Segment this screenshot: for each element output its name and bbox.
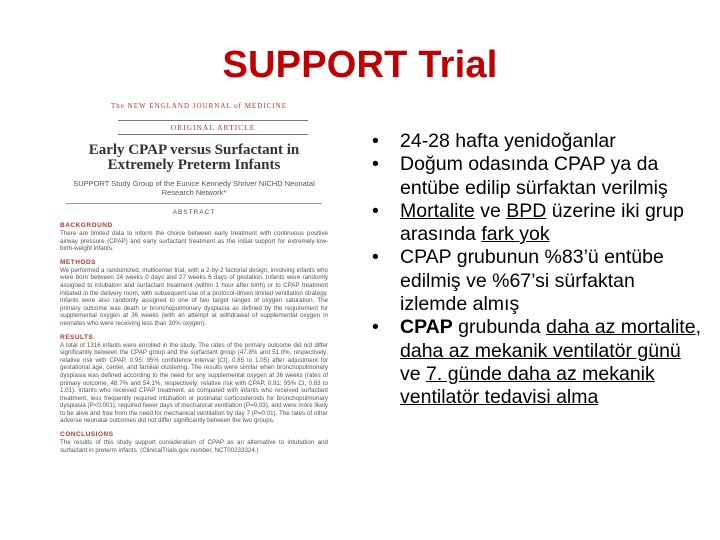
bullet-text: BPD bbox=[506, 199, 547, 222]
bullet-text: üzerine iki grup arasında bbox=[400, 199, 684, 246]
bullet-text: fark yok bbox=[481, 223, 550, 246]
section-heading: METHODS bbox=[60, 258, 96, 266]
journal-name: The NEW ENGLAND JOURNAL of MEDICINE bbox=[111, 102, 287, 110]
bullet-text: Mortalite bbox=[400, 199, 475, 222]
abstract-section-results bbox=[60, 334, 328, 426]
section-heading: BACKGROUND bbox=[60, 222, 113, 229]
bullet-text: 7. günde daha az mekanik ventilatör tedavisi alma bbox=[400, 362, 655, 409]
bullet-text: daha az mortalite, bbox=[545, 316, 701, 339]
bullet-item bbox=[364, 153, 704, 200]
bullet-dot-icon: • bbox=[372, 130, 379, 152]
bullet-text: daha az mekanik ventilatör günü bbox=[400, 339, 681, 362]
bullet-dot-icon: • bbox=[372, 246, 379, 269]
bullet-dot-icon: • bbox=[372, 153, 379, 176]
bullet-item bbox=[364, 316, 704, 409]
bullet-item bbox=[364, 200, 704, 247]
section-body: A total of 1316 infants were enrolled in the study. The rates of the primary outcome did not differ significantly between the CPAP group and the surfactant group (47.8% and 51.0%, respectively; relative risk with CPAP, 0.95; 95% confidence interval [CI], 0.85 to 1.05) after adjustment for gestational age, center, and familial clustering. The results were similar when bronchopulmonary dysplasia was defined according to the need for any supplemental oxygen at 36 weeks (rates of primary outcome, 48.7% and 54.1%, respectively; relative risk with CPAP, 0.91; 95% CI, 0.83 to 1.01). Infants who received CPAP treatment, as compared with infants who received surfactant treatment, less frequently required intubation or postnatal corticosteroids for bronchopulmonary dysplasia (P<0.001), required fewer days of mechanical ventilation (P=0.03), and were more likely to be alive and free from the need for mechanical ventilation by day 7 (P=0.01). The rates of other adverse neonatal outcomes did not differ significantly between the two groups. bbox=[60, 341, 328, 425]
article-authors: SUPPORT Study Group of the Eunice Kennedy Shriver NICHD Neonatal Research Network* bbox=[73, 179, 315, 197]
bullet-item bbox=[364, 246, 704, 316]
slide-title: SUPPORT Trial bbox=[222, 44, 498, 86]
article-thumbnail bbox=[60, 98, 328, 490]
section-body: There are limited data to inform the choice between early treatment with continuous positive airway pressure (CPAP) and early surfactant treatment as the initial support for extremely-low-birth-weight infants. bbox=[60, 230, 328, 253]
bullet-item bbox=[364, 130, 704, 153]
section-heading: RESULTS bbox=[60, 333, 94, 341]
section-body: The results of this study support consideration of CPAP as an alternative to intubation and surfactant in preterm infants. (ClinicalTrials.gov number, NCT00233324.) bbox=[60, 439, 328, 454]
bullet-dot-icon: • bbox=[372, 316, 379, 339]
bullet-text: ve bbox=[400, 362, 427, 385]
article-type: ORIGINAL ARTICLE bbox=[118, 120, 308, 135]
section-heading: CONCLUSIONS bbox=[60, 431, 114, 439]
abstract-section-conclusions bbox=[60, 431, 328, 454]
abstract-label: ABSTRACT bbox=[172, 209, 216, 216]
section-body: We performed a randomized, multicenter trial, with a 2-by-2 factorial design, involving infants who were born between 24 weeks 0 days and 27 weeks 6 days of gestation. Infants were randomly assigned to intubation and surfactant treatment (within 1 hour after birth) or to CPAP treatment initiated in the delivery room, with subsequent use of a protocol-driven limited ventilation strategy. Infants were also randomly assigned to one of two target ranges of oxygen saturation. The primary outcome was death or bronchopulmonary dysplasia as defined by the requirement for supplemental oxygen at 36 weeks (with an attempt at withdrawal of supplemental oxygen in neonates who were receiving less than 30% oxygen). bbox=[60, 266, 328, 327]
bullet-list bbox=[364, 130, 704, 410]
bullet-text: 24-28 hafta yenidoğanlar bbox=[400, 130, 616, 152]
bullet-text: CPAP bbox=[400, 316, 453, 339]
bullet-text: grubunda bbox=[452, 316, 546, 339]
bullet-text: ve bbox=[474, 199, 507, 222]
bullet-dot-icon: • bbox=[372, 199, 379, 222]
article-title: Early CPAP versus Surfactant in Extremely Preterm Infants bbox=[88, 142, 300, 173]
bullet-text: Doğum odasında CPAP ya da entübe edilip sürfaktan verilmiş bbox=[400, 153, 668, 199]
divider bbox=[66, 203, 322, 204]
bullet-text: CPAP grubunun %83’ü entübe edilmiş ve %67’si sürfaktan izlemde almış bbox=[400, 246, 664, 316]
abstract-section-methods bbox=[60, 259, 328, 328]
abstract-section-background bbox=[60, 222, 328, 253]
